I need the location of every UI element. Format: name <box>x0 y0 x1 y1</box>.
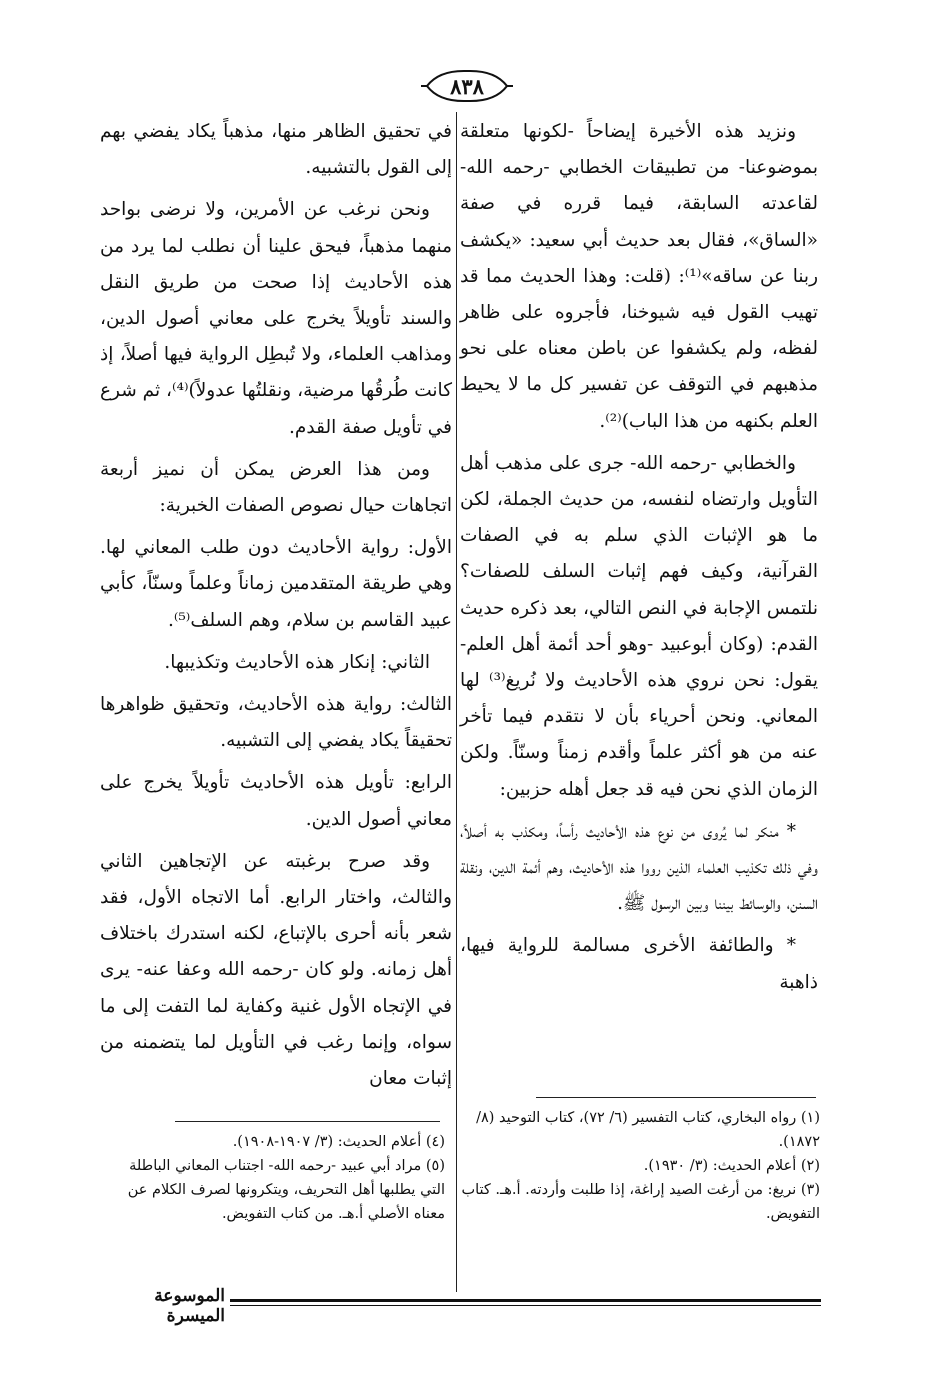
footnote: (٣) نريغ: من أرغت الصيد إراغة، إذا طلبت وأردته. أ.هـ. كتاب التفويض. <box>461 1182 820 1222</box>
paragraph: * منكر لما يُروى من نوع هذه الأحاديث رأساً، ومكذب به أصلاً، وفي ذلك تكذيب العلماء الذين رووا هذه الأحاديث، وهم أئمة الدين، ونقلة السنن، والوسائط بيننا وبين الرسول ﷺ. <box>460 820 818 915</box>
footnote: (٥) مراد أبي عبيد -رحمه الله- اجتناب المعاني الباطلة التي يطلبها أهل التحريف، ويتكرونها لصرف الكلام عن معناه الأصلي أ.هـ. من كتاب التفويض. <box>127 1158 445 1222</box>
paragraph: الأول: رواية الأحاديث دون طلب المعاني لها. وهي طريقة المتقدمين زماناً وعلماً وسنّاً، كأبي عبيد القاسم بن سلام، وهم السلف⁽⁵⁾. <box>100 537 452 631</box>
paragraph: ومن هذا العرض يمكن أن نميز أربعة اتجاهات حيال نصوص الصفات الخبرية: <box>100 458 452 517</box>
footer-rule <box>230 1305 821 1306</box>
column-divider <box>456 112 457 1292</box>
footnotes-right <box>460 1106 820 1226</box>
footer-title: الموسوعة الميسرة <box>154 1286 225 1326</box>
footnote: (١) رواه البخاري، كتاب التفسير (٦/ ٧٢)، كتاب التوحيد (٨/ ١٨٧٢). <box>476 1110 820 1150</box>
right-column <box>460 114 818 1007</box>
left-column <box>100 114 452 1103</box>
page-number <box>419 68 515 104</box>
footnote-rule-left <box>175 1121 440 1122</box>
paragraph: * والطائفة الأخرى مسالمة للرواية فيها، ذاهبة <box>460 935 818 993</box>
paragraph: الرابع: تأويل هذه الأحاديث تأويلاً يخرج على معاني أصول الدين. <box>100 772 452 830</box>
paragraph: والخطابي -رحمه الله- جرى على مذهب أهل التأويل وارتضاه لنفسه، من حديث الجملة، لكن ما هو الإثبات الذي سلم به في الصفات القرآنية، وكيف فهم إثبات السلف للصفات؟ نلتمس الإجابة في النص التالي، بعد ذكره حديث القدم: (وكان أبوعبيد -وهو أحد أئمة أهل العلم- يقول: نحن نروي هذه الأحاديث ولا نُريغ⁽³⁾ لها المعاني. ونحن أحرياء بأن لا نتقدم فيما تأخر عنه من هو أكثر علماً وأقدم زمناً وسنّاً. ولكن الزمان الذي نحن فيه قد جعل أهله حزبين: <box>460 452 818 800</box>
footnote-rule-right <box>536 1097 816 1098</box>
paragraph: ونزيد هذه الأخيرة إيضاحاً -لكونها متعلقة بموضوعنا- من تطبيقات الخطابي -رحمه الله- لقاعدته السابقة، فيما قرره في صفة «الساق»، فقال بعد حديث أبي سعيد: «يكشف ربنا عن ساقه»⁽¹⁾: (قلت: وهذا الحديث مما قد تهيب القول فيه شيوخنا، فأجروه على ظاهر لفظه، ولم يكشفوا عن باطن معناه على نحو مذهبهم في التوقف عن تفسير كل ما لا يحيط العلم بكنهه من هذا الباب)⁽²⁾. <box>460 121 819 432</box>
paragraph: الثالث: رواية هذه الأحاديث، وتحقيق ظواهرها تحقيقاً يكاد يفضي إلى التشبيه. <box>100 694 452 752</box>
paragraph: في تحقيق الظاهر منها، مذهباً يكاد يفضي بهم إلى القول بالتشبيه. <box>100 121 452 179</box>
footer-rule <box>230 1299 821 1302</box>
paragraph: الثاني: إنكار هذه الأحاديث وتكذيبها. <box>164 651 430 673</box>
page-number-text: ٨٣٨ <box>450 73 484 99</box>
footnotes-left <box>100 1130 445 1226</box>
footnote: (٢) أعلام الحديث: (٣/ ١٩٣٠). <box>643 1158 820 1174</box>
footnote: (٤) أعلام الحديث: (٣/ ١٩٠٧-١٩٠٨). <box>232 1134 445 1150</box>
paragraph: وقد صرح برغبته عن الإتجاهين الثاني والثالث، واختار الرابع. أما الاتجاه الأول، فقد شعر بأنه أحرى بالإتباع، لكنه استدرك باختلاف أهل زمانه. ولو كان -رحمه الله وعفا عنه- يرى في الإتجاه الأول غنية وكفاية لما التفت إلى ما سواه، وإنما رغب في التأويل لما يتضمنه من إثبات معان <box>100 850 452 1090</box>
paragraph: ونحن نرغب عن الأمرين، ولا نرضى بواحد منهما مذهباً، فيحق علينا أن نطلب لما يرد من هذه الأحاديث إذا صحت من طريق النقل والسند تأويلاً يخرج على معاني أصول الدين، ومذاهب العلماء، ولا تُبطِل الرواية فيها أصلاً، إذ كانت طُرقُها مرضية، ونقلتُها عدولاً)⁽⁴⁾، ثم شرع في تأويل صفة القدم. <box>100 199 453 438</box>
